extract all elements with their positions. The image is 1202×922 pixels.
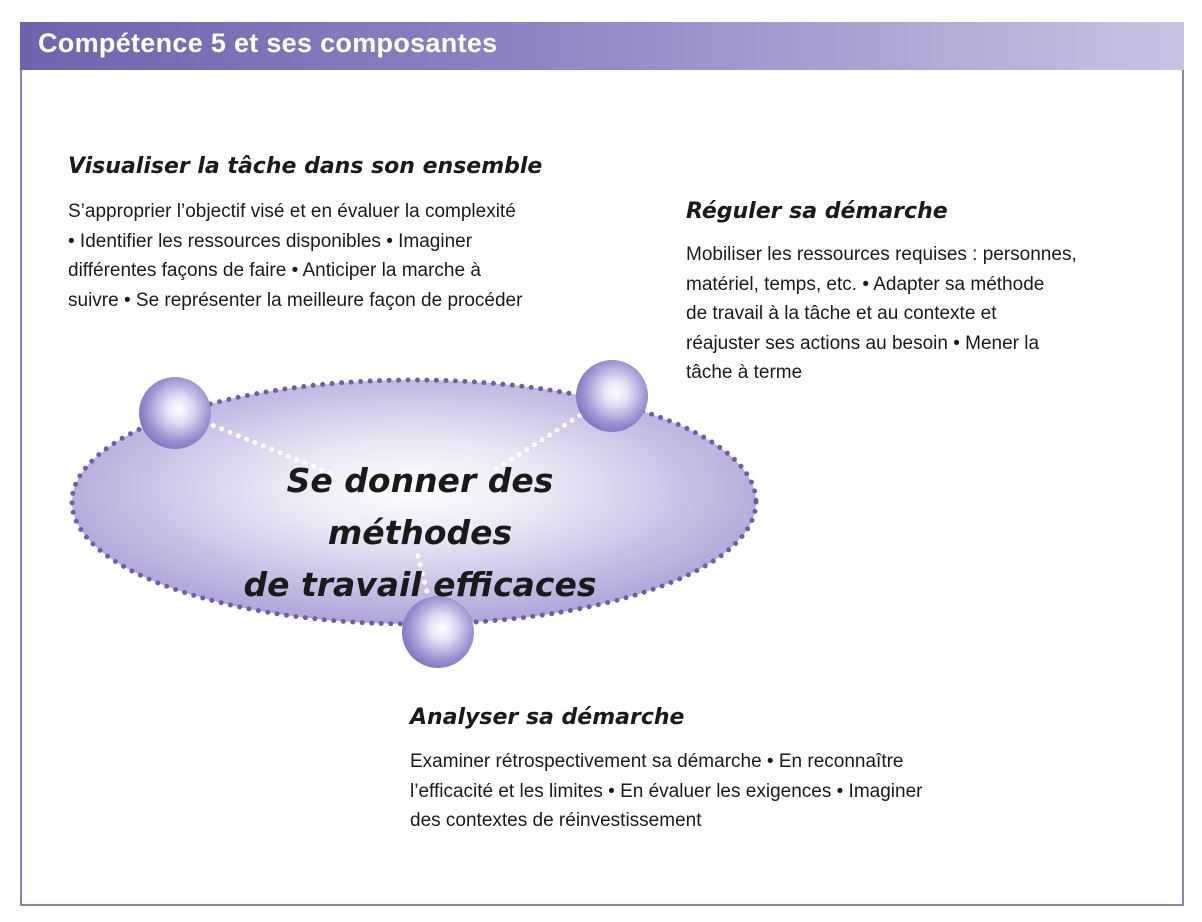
reguler-line: réajuster ses actions au besoin • Mener la <box>686 332 1040 354</box>
analyser-title: Analyser sa démarche <box>410 705 685 730</box>
analyser-line: des contextes de réinvestissement <box>410 810 702 831</box>
analyser-line: l’efficacité et les limites • En évaluer les exigences • Imaginer <box>410 780 923 802</box>
center-line-1: Se donner des méthodes <box>286 461 554 552</box>
analyser-text <box>410 747 976 836</box>
reguler-line: de travail à la tâche et au contexte et <box>686 303 997 324</box>
visualiser-line: • Identifier les ressources disponibles • Imaginer <box>68 230 473 252</box>
analyser-line: Examiner rétrospectivement sa démarche • En reconnaître <box>410 751 904 772</box>
node-reguler <box>576 360 648 432</box>
node-visualiser <box>139 377 211 449</box>
reguler-text <box>686 240 1100 388</box>
central-competence-label <box>200 455 640 611</box>
visualiser-line: différentes façons de faire • Anticiper la marche à <box>68 260 481 281</box>
visualiser-text <box>68 197 566 315</box>
reguler-line: Mobiliser les ressources requises : personnes, <box>686 244 1077 265</box>
visualiser-line: S’approprier l’objectif visé et en évaluer la complexité <box>68 201 516 222</box>
center-line-2: de travail efficaces <box>243 565 597 604</box>
reguler-line: tâche à terme <box>686 362 803 383</box>
visualiser-title: Visualiser la tâche dans son ensemble <box>68 154 543 179</box>
reguler-line: matériel, temps, etc. • Adapter sa méthode <box>686 273 1045 295</box>
visualiser-line: suivre • Se représenter la meilleure façon de procéder <box>68 289 523 311</box>
header-title: Compétence 5 et ses composantes <box>38 28 498 58</box>
reguler-title: Réguler sa démarche <box>686 199 948 224</box>
